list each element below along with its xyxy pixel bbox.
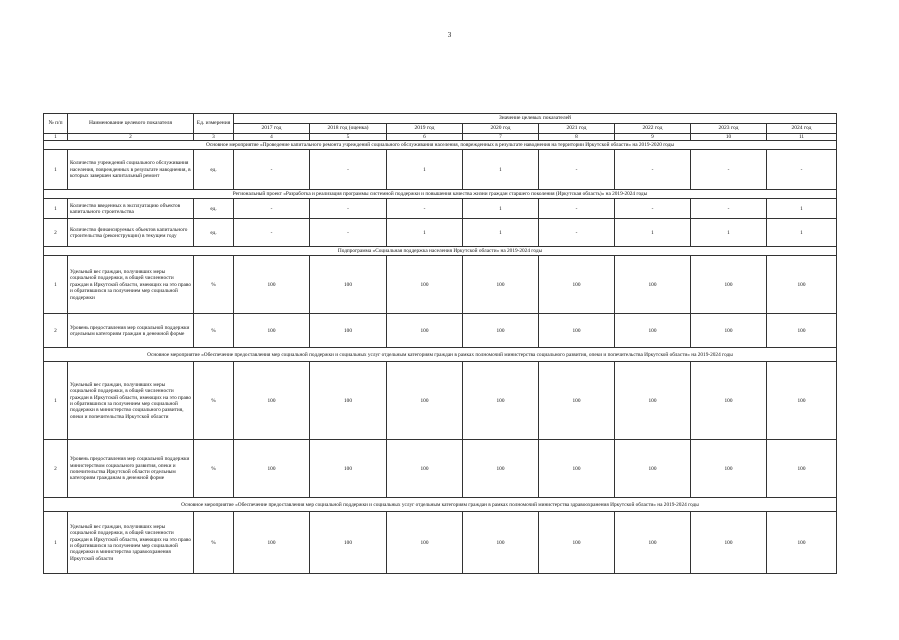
section-title: Основное мероприятие «Обеспечение предоставления мер социальной поддержки и социальных услуг отдельным категориям граждан в рамках полномочий министерства социального развития, опеки и попечительства Иркутской области» на 2019-2024 годы [44, 348, 837, 362]
row-unit: % [194, 440, 234, 498]
row-value: 100 [463, 314, 539, 348]
column-numbers-row [44, 134, 837, 141]
row-value: 100 [539, 512, 615, 574]
column-number: 5 [310, 134, 387, 141]
header-year: 2017 год [234, 124, 310, 134]
row-value: 100 [767, 512, 837, 574]
row-value: 100 [387, 440, 463, 498]
table-row [44, 256, 837, 314]
row-value: 100 [691, 256, 767, 314]
row-value: - [691, 150, 767, 190]
row-value: 100 [539, 256, 615, 314]
column-number: 2 [68, 134, 194, 141]
row-value: - [691, 199, 767, 219]
row-value: 100 [387, 256, 463, 314]
row-name: Уровень предоставления мер социальной поддержки отдельным категориям граждан в денежной форме [68, 314, 194, 348]
row-value: 100 [463, 362, 539, 440]
header-num: № п/п [44, 114, 68, 134]
row-value: - [615, 150, 691, 190]
table-row [44, 219, 837, 247]
row-value: 100 [767, 440, 837, 498]
row-value: 1 [387, 150, 463, 190]
row-value: 100 [767, 362, 837, 440]
row-value: 100 [234, 314, 310, 348]
table-row [44, 512, 837, 574]
row-num: 2 [44, 314, 68, 348]
header-year: 2022 год [615, 124, 691, 134]
row-value: 100 [691, 362, 767, 440]
header-year: 2024 год [767, 124, 837, 134]
row-num: 1 [44, 199, 68, 219]
header-year: 2019 год [387, 124, 463, 134]
row-num: 2 [44, 440, 68, 498]
row-value: 100 [615, 512, 691, 574]
row-num: 1 [44, 150, 68, 190]
section-title: Основное мероприятие «Проведение капитального ремонта учреждений социального обслуживания населения, поврежденных в результате наводнения на территории Иркутской области» на 2019-2020 годы [44, 141, 837, 150]
row-value: 100 [539, 362, 615, 440]
row-value: 100 [615, 256, 691, 314]
row-value: 100 [691, 512, 767, 574]
row-value: - [310, 199, 387, 219]
row-unit: ед. [194, 150, 234, 190]
row-unit: % [194, 314, 234, 348]
row-value: - [387, 199, 463, 219]
row-value: 1 [463, 219, 539, 247]
row-unit: ед. [194, 199, 234, 219]
row-num: 1 [44, 512, 68, 574]
row-name: Удельный вес граждан, получивших меры социальной поддержки, в общей численности граждан в Иркутской области, имеющих на это право и обратившихся за получением мер социальной поддержки в министерство социального развития, опеки и попечительства Иркутской области [68, 362, 194, 440]
row-value: 100 [234, 512, 310, 574]
column-number: 7 [463, 134, 539, 141]
row-unit: % [194, 256, 234, 314]
page-number: 3 [447, 31, 452, 39]
row-value: 100 [691, 440, 767, 498]
row-value: 100 [463, 512, 539, 574]
row-value: 100 [463, 440, 539, 498]
row-value: 100 [767, 256, 837, 314]
row-name: Количество учреждений социального обслуживания населения, поврежденных в результате наводнения, в которых завершен капитальный ремонт [68, 150, 194, 190]
row-name: Удельный вес граждан, получивших меры социальной поддержки, в общей численности граждан в Иркутской области, имеющих на это право и обратившихся за получением мер социальной поддержки в министерство здравоохранения Иркутской области [68, 512, 194, 574]
table-row [44, 440, 837, 498]
row-value: 100 [387, 512, 463, 574]
row-value: - [310, 150, 387, 190]
header-year: 2020 год [463, 124, 539, 134]
row-value: - [234, 219, 310, 247]
header-year: 2021 год [539, 124, 615, 134]
section-title-row [44, 348, 837, 362]
row-name: Удельный вес граждан, получивших меры социальной поддержки, в общей численности граждан в Иркутской области, имеющих на это право и обратившихся за получением мер социальной поддержки [68, 256, 194, 314]
row-value: 100 [310, 440, 387, 498]
row-value: - [234, 150, 310, 190]
row-num: 2 [44, 219, 68, 247]
row-unit: ед. [194, 219, 234, 247]
table-row [44, 362, 837, 440]
table-row [44, 150, 837, 190]
section-title: Основное мероприятие «Обеспечение предоставления мер социальной поддержки и социальных услуг отдельным категориям граждан в рамках полномочий министерства здравоохранения Иркутской области» на 2019-2024 годы [44, 498, 837, 512]
header-year: 2023 год [691, 124, 767, 134]
row-value: 1 [387, 219, 463, 247]
row-value: - [310, 219, 387, 247]
column-number: 9 [615, 134, 691, 141]
row-value: 1 [615, 219, 691, 247]
section-title: Региональный проект «Разработка и реализация программы системной поддержки и повышения качества жизни граждан старшего поколения (Иркутская область)» на 2019-2024 годы [44, 190, 837, 199]
row-num: 1 [44, 362, 68, 440]
section-title-row [44, 141, 837, 150]
table-row [44, 199, 837, 219]
row-value: 100 [234, 362, 310, 440]
row-value: 100 [310, 256, 387, 314]
section-title: Подпрограмма «Социальная поддержка населения Иркутской области» на 2019-2024 годы [44, 247, 837, 256]
section-title-row [44, 190, 837, 199]
header-values-group: Значение целевых показателей [234, 114, 837, 124]
column-number: 8 [539, 134, 615, 141]
column-number: 6 [387, 134, 463, 141]
row-value: - [234, 199, 310, 219]
row-value: 100 [310, 512, 387, 574]
header-name: Наименование целевого показателя [68, 114, 194, 134]
table-row [44, 314, 837, 348]
row-value: 100 [463, 256, 539, 314]
row-name: Количество финансируемых объектов капитального строительства (реконструкции) в текущем году [68, 219, 194, 247]
targets-table [43, 113, 837, 574]
row-value: 100 [539, 314, 615, 348]
row-value: 1 [463, 150, 539, 190]
row-unit: % [194, 362, 234, 440]
header-year: 2018 год (оценка) [310, 124, 387, 134]
column-number: 4 [234, 134, 310, 141]
row-value: 1 [691, 219, 767, 247]
row-value: - [539, 150, 615, 190]
row-value: 100 [539, 440, 615, 498]
row-value: 100 [387, 314, 463, 348]
row-value: 100 [767, 314, 837, 348]
row-value: 100 [234, 256, 310, 314]
section-title-row [44, 247, 837, 256]
row-value: - [539, 219, 615, 247]
row-value: 100 [310, 314, 387, 348]
row-unit: % [194, 512, 234, 574]
row-value: 100 [387, 362, 463, 440]
section-title-row [44, 498, 837, 512]
row-value: - [767, 150, 837, 190]
row-value: - [615, 199, 691, 219]
row-value: - [539, 199, 615, 219]
row-value: 100 [310, 362, 387, 440]
row-value: 1 [463, 199, 539, 219]
row-value: 100 [615, 362, 691, 440]
row-value: 1 [767, 219, 837, 247]
column-number: 11 [767, 134, 837, 141]
row-value: 100 [615, 440, 691, 498]
row-name: Уровень предоставления мер социальной поддержки министерством социального развития, опеки и попечительства Иркутской области отдельным категориям гражданам в денежной форме [68, 440, 194, 498]
column-number: 10 [691, 134, 767, 141]
row-value: 100 [234, 440, 310, 498]
row-value: 100 [691, 314, 767, 348]
row-value: 1 [767, 199, 837, 219]
row-value: 100 [615, 314, 691, 348]
header-unit: Ед. измерения [194, 114, 234, 134]
column-number: 1 [44, 134, 68, 141]
column-number: 3 [194, 134, 234, 141]
row-num: 1 [44, 256, 68, 314]
row-name: Количество введенных в эксплуатацию объектов капитального строительства [68, 199, 194, 219]
